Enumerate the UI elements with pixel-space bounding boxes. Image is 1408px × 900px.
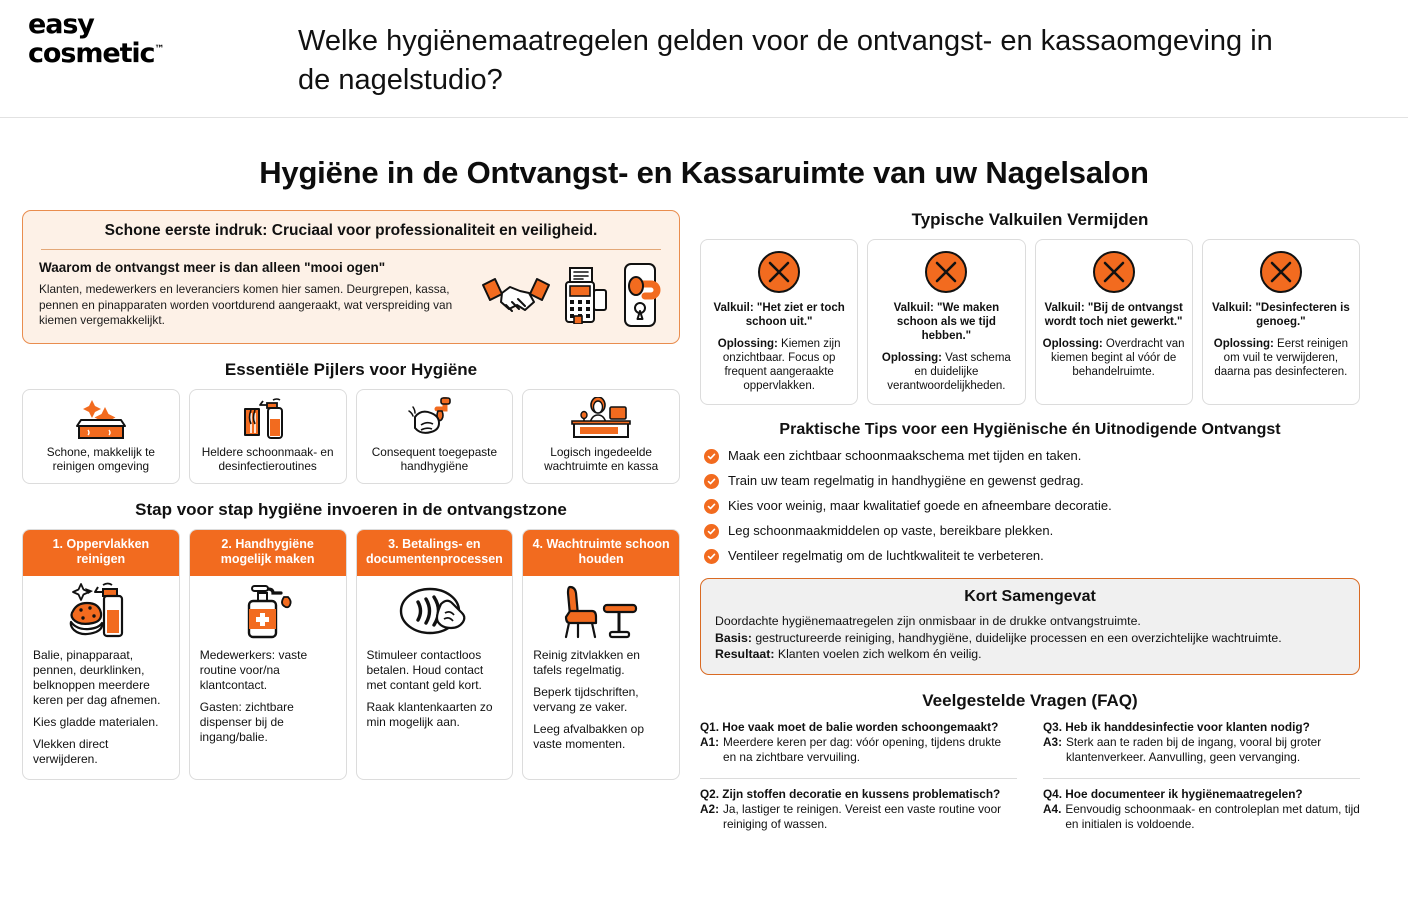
pillar-label: Heldere schoonmaak- en desinfectieroutines <box>201 444 334 473</box>
tip-text: Ventileer regelmatig om de luchtkwaliteit te verbeteren. <box>728 548 1044 563</box>
solution-text: Eerst reinigen om vuil te verwijderen, daarna pas desinfecteren. <box>1214 338 1348 378</box>
logo-line-1: easy <box>28 9 94 40</box>
pitfall-solution <box>1210 337 1352 379</box>
circle-x-icon <box>875 250 1017 294</box>
faq-answer-label: A4. <box>1043 801 1062 816</box>
chair-table-icon <box>523 576 679 648</box>
solution-text: Overdracht van kiemen begint al vóór de behandelruimte. <box>1050 338 1185 378</box>
tip-text: Kies voor weinig, maar kwalitatief goede en afneembare decoratie. <box>728 498 1112 513</box>
step-line: Medewerkers: vaste routine voor/na klantcontact. <box>199 647 308 692</box>
hero-callout-box <box>22 210 680 344</box>
step-line: Beperk tijdschriften, vervang ze vaker. <box>533 684 639 714</box>
step-body <box>357 648 513 742</box>
reception-desk-icon <box>568 398 634 440</box>
result-text: Klanten voelen zich welkom én veilig. <box>774 647 982 661</box>
trademark-symbol: ™ <box>154 44 165 55</box>
sponge-spray-icon <box>23 576 179 648</box>
summary-heading: Kort Samengevat <box>964 588 1096 605</box>
tip-text: Train uw team regelmatig in handhygiëne en gewenst gedrag. <box>728 473 1084 488</box>
faq-item <box>1043 787 1360 838</box>
step-body <box>23 648 179 779</box>
step-line: Leeg afvalbakken op vaste momenten. <box>533 721 645 751</box>
step-card <box>356 529 514 780</box>
faq-answer <box>700 802 1017 832</box>
list-item <box>704 498 1356 514</box>
step-title: 2. Handhygiëne mogelijk maken <box>190 530 346 576</box>
handwashing-tap-icon <box>405 398 463 440</box>
check-circle-icon <box>704 549 719 564</box>
pillar-card <box>22 389 180 484</box>
step-card <box>189 529 347 780</box>
solution-label: Oplossing: <box>881 352 942 364</box>
pillar-label: Consequent toegepaste handhygiëne <box>371 444 498 473</box>
step-title: 1. Oppervlakken reinigen <box>23 530 179 576</box>
page-header <box>0 0 1408 117</box>
faq-question: Q2. Zijn stoffen decoratie en kussens problematisch? <box>700 786 1001 801</box>
step-line: Raak klantenkaarten zo min mogelijk aan. <box>366 699 493 729</box>
solution-label: Oplossing: <box>1213 338 1274 350</box>
door-handle-icon <box>617 262 663 328</box>
faq-item <box>700 720 1017 771</box>
summary-box <box>700 578 1360 675</box>
step-line: Gasten: zichtbare dispenser bij de ingang/balie. <box>199 699 294 744</box>
pitfall-card <box>1035 239 1193 405</box>
main-title: Hygiëne in de Ontvangst- en Kassaruimte van uw Nagelsalon <box>259 155 1149 190</box>
pitfall-card <box>1202 239 1360 405</box>
pitfall-card <box>867 239 1025 405</box>
summary-basis <box>715 630 1345 647</box>
solution-text: Kiemen zijn onzichtbaar. Focus op frequent aangeraakte oppervlakken. <box>722 338 841 392</box>
pitfall-title: Valkuil: "Desinfecteren is genoeg." <box>1211 302 1350 328</box>
faq-answer-text: Sterk aan te raden bij de ingang, vooral bij groter klantenverkeer. Aanvulling, geen vervanging. <box>1066 734 1322 764</box>
payment-terminal-icon <box>560 266 610 324</box>
spray-bottle-cloth-icon <box>237 398 299 440</box>
hero-divider <box>41 249 661 250</box>
solution-label: Oplossing: <box>717 338 778 350</box>
tips-list <box>700 448 1360 564</box>
check-circle-icon <box>704 474 719 489</box>
summary-line-1: Doordachte hygiënemaatregelen zijn onmisbaar in de drukke ontvangstruimte. <box>715 614 1141 628</box>
circle-x-icon <box>1043 250 1185 294</box>
pitfall-solution <box>1043 337 1185 379</box>
hero-icon-group <box>479 260 663 328</box>
faq-answer-label: A1: <box>700 734 720 749</box>
faq-divider <box>1043 778 1360 779</box>
hero-body-text: Klanten, medewerkers en leveranciers komen hier samen. Deurgrepen, kassa, pennen en pinapparaten worden voortdurend aangeraakt, wat verspreiding van kiemen vergemakkelijkt. <box>39 282 453 327</box>
solution-label: Oplossing: <box>1042 338 1103 350</box>
faq-item <box>700 787 1017 838</box>
pitfall-title: Valkuil: "Bij de ontvangst wordt toch niet gewerkt." <box>1044 302 1183 328</box>
step-line: Kies gladde materialen. <box>33 714 159 729</box>
logo-line-2: cosmetic <box>28 38 155 69</box>
step-line: Stimuleer contactloos betalen. Houd contact met contant geld kort. <box>366 647 484 692</box>
list-item <box>704 523 1356 539</box>
header-divider <box>0 117 1408 118</box>
faq-question: Q4. Hoe documenteer ik hygiënemaatregelen? <box>1043 786 1303 801</box>
pitfalls-heading: Typische Valkuilen Vermijden <box>911 210 1149 229</box>
step-card <box>522 529 680 780</box>
pitfall-card <box>700 239 858 405</box>
basis-text: gestructureerde reiniging, handhygiëne, duidelijke processen en een overzichtelijke wachtruimte. <box>751 630 1282 645</box>
faq-answer-text: Ja, lastiger te reinigen. Vereist een vaste routine voor reiniging of wassen. <box>723 801 1002 831</box>
pillars-heading: Essentiële Pijlers voor Hygiëne <box>224 359 478 379</box>
faq-column-right <box>1043 720 1360 838</box>
pitfall-title: Valkuil: "Het ziet er toch schoon uit." <box>713 302 845 328</box>
page-question-title: Welke hygiënemaatregelen gelden voor de ontvangst- en kassaomgeving in de nagelstudio? <box>298 25 1273 96</box>
tip-text: Maak een zichtbaar schoonmaakschema met tijden en taken. <box>728 448 1082 463</box>
faq-question: Q1. Hoe vaak moet de balie worden schoongemaakt? <box>700 719 999 734</box>
tips-heading: Praktische Tips voor een Hygiënische én Uitnodigende Ontvangst <box>779 421 1281 438</box>
result-label: Resultaat: <box>715 647 775 661</box>
faq-answer <box>1043 802 1360 832</box>
check-circle-icon <box>704 524 719 539</box>
sparkling-counter-icon <box>71 398 131 440</box>
faq-answer <box>1043 735 1360 765</box>
pitfall-solution <box>708 337 850 393</box>
list-item <box>704 448 1356 464</box>
hero-subtitle: Waarom de ontvangst meer is dan alleen "mooi ogen" <box>39 260 386 275</box>
list-item <box>704 548 1356 564</box>
faq-answer-label: A3: <box>1043 734 1063 749</box>
steps-heading: Stap voor stap hygiëne invoeren in de ontvangstzone <box>135 499 567 519</box>
pillar-label: Schone, makkelijk te reinigen omgeving <box>46 444 155 473</box>
pillar-card <box>356 389 514 484</box>
faq-answer-text: Eenvoudig schoonmaak- en controleplan met datum, tijd en initialen is voldoende. <box>1065 801 1360 831</box>
faq-item <box>1043 720 1360 771</box>
faq-column-left <box>700 720 1017 838</box>
step-title: 3. Betalings- en documentenprocessen <box>357 530 513 576</box>
faq-divider <box>700 778 1017 779</box>
circle-x-icon <box>1210 250 1352 294</box>
faq-answer-label: A2: <box>700 801 720 816</box>
faq-question: Q3. Heb ik handdesinfectie voor klanten nodig? <box>1043 719 1310 734</box>
pitfalls-row <box>700 239 1360 405</box>
brand-logo <box>28 9 165 69</box>
summary-result <box>715 646 1345 663</box>
step-card <box>22 529 180 780</box>
pillar-card <box>189 389 347 484</box>
check-circle-icon <box>704 499 719 514</box>
check-circle-icon <box>704 449 719 464</box>
pillars-row <box>22 389 680 484</box>
faq-columns <box>700 720 1360 838</box>
pillar-card <box>522 389 680 484</box>
faq-heading: Veelgestelde Vragen (FAQ) <box>922 690 1138 710</box>
pitfall-title: Valkuil: "We maken schoon als we tijd hebben." <box>893 302 1000 342</box>
basis-label: Basis: <box>715 630 752 645</box>
list-item <box>704 473 1356 489</box>
handshake-icon <box>479 267 553 323</box>
pitfall-solution <box>875 351 1017 393</box>
step-line: Reinig zitvlakken en tafels regelmatig. <box>533 647 640 677</box>
sanitizer-dispenser-icon <box>190 576 346 648</box>
step-title: 4. Wachtruimte schoon houden <box>523 530 679 576</box>
step-body <box>190 648 346 757</box>
pillar-label: Logisch ingedeelde wachtruimte en kassa <box>544 444 659 473</box>
faq-answer <box>700 735 1017 765</box>
contactless-payment-icon <box>357 576 513 648</box>
solution-text: Vast schema en duidelijke verantwoordelijkheden. <box>887 352 1011 392</box>
steps-row <box>22 529 680 780</box>
tip-text: Leg schoonmaakmiddelen op vaste, bereikbare plekken. <box>728 523 1054 538</box>
step-body <box>523 648 679 764</box>
right-column <box>700 210 1360 838</box>
faq-answer-text: Meerdere keren per dag: vóór opening, tijdens drukte en na zichtbare vervuiling. <box>723 734 1002 764</box>
left-column <box>22 210 680 780</box>
hero-headline: Schone eerste indruk: Cruciaal voor professionaliteit en veiligheid. <box>104 222 598 239</box>
step-line: Vlekken direct verwijderen. <box>33 736 109 766</box>
circle-x-icon <box>708 250 850 294</box>
step-line: Balie, pinapparaat, pennen, deurklinken, belknoppen meerdere keren per dag afnemen. <box>33 647 161 707</box>
